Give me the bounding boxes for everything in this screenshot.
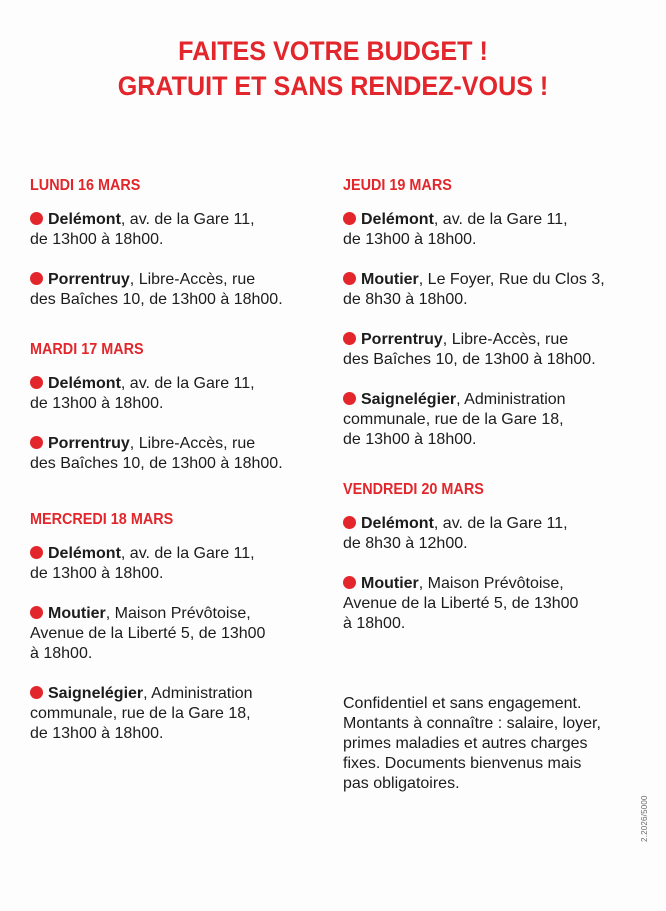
headline-line-1: FAITES VOTRE BUDGET !	[178, 36, 488, 66]
location-address: , Maison Prévôtoise,	[418, 575, 564, 592]
entry-line: Avenue de la Liberté 5, de 13h00	[343, 595, 579, 612]
entry-line: Avenue de la Liberté 5, de 13h00	[30, 625, 266, 642]
schedule-entry	[343, 514, 643, 554]
note-line: pas obligatoires.	[343, 775, 460, 792]
day-block-vendredi	[343, 480, 643, 634]
schedule-entry	[30, 684, 330, 744]
schedule-entry	[343, 330, 643, 370]
bullet-dot-icon	[343, 212, 356, 225]
entry-line: à 18h00.	[30, 645, 93, 662]
location-name: Delémont	[48, 375, 121, 392]
day-heading: VENDREDI 20 MARS	[343, 481, 484, 498]
schedule-right-column	[343, 176, 643, 664]
location-name: Delémont	[361, 211, 434, 228]
bullet-dot-icon	[30, 212, 43, 225]
schedule-entry	[343, 270, 643, 310]
location-name: Porrentruy	[361, 331, 443, 348]
location-address: , av. de la Gare 11,	[433, 211, 568, 228]
entry-line: communale, rue de la Gare 18,	[343, 411, 564, 428]
schedule-entry	[30, 374, 330, 414]
schedule-entry	[30, 270, 330, 310]
location-address: , Le Foyer, Rue du Clos 3,	[418, 271, 605, 288]
bullet-dot-icon	[343, 272, 356, 285]
location-name: Porrentruy	[48, 435, 130, 452]
note-line: Montants à connaître : salaire, loyer,	[343, 715, 601, 732]
info-note	[343, 694, 643, 794]
entry-line: de 13h00 à 18h00.	[343, 231, 477, 248]
location-address: , av. de la Gare 11,	[433, 515, 568, 532]
location-address: , Libre-Accès, rue	[129, 271, 256, 288]
headline	[23, 34, 642, 104]
bullet-dot-icon	[30, 436, 43, 449]
bullet-dot-icon	[30, 272, 43, 285]
location-name: Delémont	[48, 545, 121, 562]
location-name: Porrentruy	[48, 271, 130, 288]
day-heading: JEUDI 19 MARS	[343, 177, 452, 194]
bullet-dot-icon	[30, 546, 43, 559]
bullet-dot-icon	[343, 332, 356, 345]
location-address: , Libre-Accès, rue	[129, 435, 256, 452]
location-name: Delémont	[361, 515, 434, 532]
location-address: , av. de la Gare 11,	[120, 211, 255, 228]
entry-line: communale, rue de la Gare 18,	[30, 705, 251, 722]
schedule-entry	[30, 210, 330, 250]
note-line: primes maladies et autres charges	[343, 735, 588, 752]
entry-line: à 18h00.	[343, 615, 406, 632]
location-name: Saignelégier	[48, 685, 144, 702]
bullet-dot-icon	[30, 686, 43, 699]
entry-line: des Baîches 10, de 13h00 à 18h00.	[30, 291, 283, 308]
location-name: Delémont	[48, 211, 121, 228]
location-address: , Administration	[143, 685, 253, 702]
day-block-lundi	[30, 176, 330, 310]
location-name: Saignelégier	[361, 391, 457, 408]
entry-line: de 8h30 à 12h00.	[343, 535, 468, 552]
bullet-dot-icon	[343, 516, 356, 529]
schedule-entry	[343, 210, 643, 250]
day-heading: MARDI 17 MARS	[30, 341, 144, 358]
day-block-mercredi	[30, 510, 330, 744]
schedule-left-column	[30, 176, 330, 774]
entry-line: de 13h00 à 18h00.	[30, 565, 164, 582]
bullet-dot-icon	[343, 392, 356, 405]
bullet-dot-icon	[30, 376, 43, 389]
day-block-jeudi	[343, 176, 643, 450]
location-address: , Maison Prévôtoise,	[105, 605, 251, 622]
entry-line: de 13h00 à 18h00.	[30, 725, 164, 742]
schedule-entry	[30, 544, 330, 584]
schedule-entry	[343, 574, 643, 634]
day-heading: MERCREDI 18 MARS	[30, 511, 174, 528]
schedule-entry	[343, 390, 643, 450]
note-line: fixes. Documents bienvenus mais	[343, 755, 582, 772]
location-name: Moutier	[48, 605, 106, 622]
note-line: Confidentiel et sans engagement.	[343, 695, 582, 712]
day-heading: LUNDI 16 MARS	[30, 177, 141, 194]
location-address: , av. de la Gare 11,	[120, 375, 255, 392]
print-code: 2.2026/5000	[640, 795, 649, 842]
entry-line: des Baîches 10, de 13h00 à 18h00.	[30, 455, 283, 472]
location-address: , Libre-Accès, rue	[442, 331, 569, 348]
entry-line: de 8h30 à 18h00.	[343, 291, 468, 308]
entry-line: des Baîches 10, de 13h00 à 18h00.	[343, 351, 596, 368]
entry-line: de 13h00 à 18h00.	[343, 431, 477, 448]
bullet-dot-icon	[343, 576, 356, 589]
location-address: , Administration	[456, 391, 566, 408]
headline-line-2: GRATUIT ET SANS RENDEZ-VOUS !	[117, 71, 549, 101]
bullet-dot-icon	[30, 606, 43, 619]
entry-line: de 13h00 à 18h00.	[30, 231, 164, 248]
day-block-mardi	[30, 340, 330, 474]
entry-line: de 13h00 à 18h00.	[30, 395, 164, 412]
schedule-entry	[30, 604, 330, 664]
location-name: Moutier	[361, 575, 419, 592]
schedule-entry	[30, 434, 330, 474]
location-address: , av. de la Gare 11,	[120, 545, 255, 562]
location-name: Moutier	[361, 271, 419, 288]
